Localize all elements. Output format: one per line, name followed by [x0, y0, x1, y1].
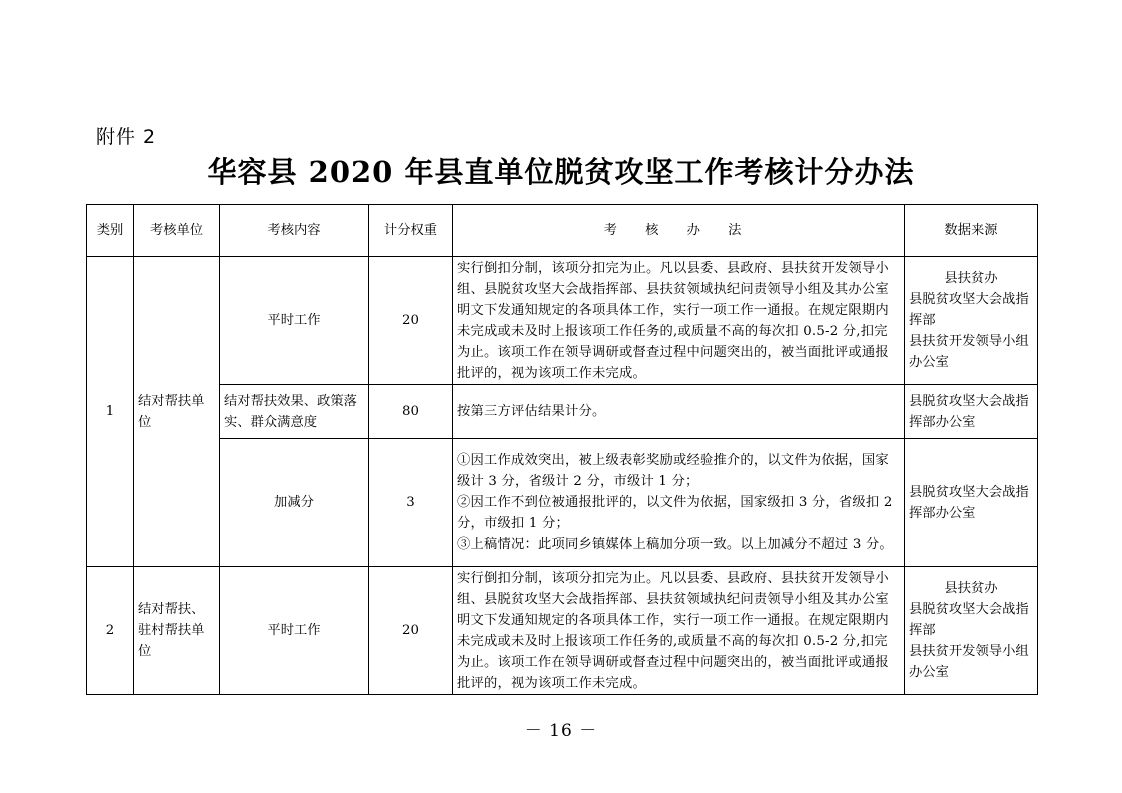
header-source: 数据来源 [905, 205, 1038, 257]
source-cell [905, 439, 1038, 567]
attachment-label: 附件 2 [96, 126, 157, 148]
assessment-table [86, 204, 1038, 695]
table-row [87, 257, 1038, 385]
content-cell: 平时工作 [220, 567, 369, 695]
weight-cell: 20 [369, 567, 453, 695]
method-line: ②因工作不到位被通报批评的，以文件为依据，国家级扣 3 分，省级扣 2 分，市级扣 1 分； [457, 495, 893, 531]
source-cell [905, 567, 1038, 695]
header-content: 考核内容 [220, 205, 369, 257]
category-cell: 2 [87, 567, 134, 695]
document-title: 华容县 2020 年县直单位脱贫攻坚工作考核计分办法 [207, 155, 915, 189]
method-cell [453, 439, 905, 567]
header-category: 类别 [87, 205, 134, 257]
page-number: － 16 － [524, 721, 598, 741]
content-cell: 结对帮扶效果、政策落实、群众满意度 [220, 385, 369, 439]
source-line: 县扶贫开发领导小组办公室 [909, 644, 1029, 680]
source-cell [905, 257, 1038, 385]
header-method: 考 核 办 法 [453, 205, 905, 257]
weight-cell: 80 [369, 385, 453, 439]
header-weight: 计分权重 [369, 205, 453, 257]
source-line: 县脱贫攻坚大会战指挥部办公室 [909, 393, 1029, 430]
source-line: 县扶贫办 [944, 581, 998, 596]
method-cell: 按第三方评估结果计分。 [453, 385, 905, 439]
content-cell: 加减分 [220, 439, 369, 567]
table-row [87, 439, 1038, 567]
method-line: ①因工作成效突出，被上级表彰奖励或经验推介的，以文件为依据，国家级计 3 分，省级计 2 分，市级计 1 分； [457, 453, 889, 489]
method-cell: 实行倒扣分制，该项分扣完为止。凡以县委、县政府、县扶贫开发领导小组、县脱贫攻坚大会战指挥部、县扶贫领域执纪问责领导小组及其办公室明文下发通知规定的各项具体工作，实行一项工作一通报。在规定限期内未完成或未及时上报该项工作任务的,或质量不高的每次扣 0.5-2 分,扣完为止。该项工作在领导调研或督查过程中问题突出的，被当面批评或通报批评的，视为该项工作未完成。 [453, 567, 905, 695]
source-line: 县脱贫攻坚大会战指挥部 [909, 292, 1029, 328]
unit-cell: 结对帮扶、驻村帮扶单位 [134, 567, 220, 695]
header-unit: 考核单位 [134, 205, 220, 257]
source-line: 县扶贫开发领导小组办公室 [909, 334, 1029, 370]
source-line: 县扶贫办 [944, 271, 998, 286]
table-header-row [87, 205, 1038, 257]
source-line: 县脱贫攻坚大会战指挥部 [909, 602, 1029, 638]
unit-cell: 结对帮扶单位 [134, 257, 220, 567]
source-cell [905, 385, 1038, 439]
category-cell: 1 [87, 257, 134, 567]
content-cell: 平时工作 [220, 257, 369, 385]
source-line: 县脱贫攻坚大会战指挥部办公室 [909, 484, 1029, 521]
method-line: ③上稿情况：此项同乡镇媒体上稿加分项一致。以上加减分不超过 3 分。 [457, 537, 893, 552]
table-row [87, 385, 1038, 439]
weight-cell: 20 [369, 257, 453, 385]
method-cell: 实行倒扣分制，该项分扣完为止。凡以县委、县政府、县扶贫开发领导小组、县脱贫攻坚大会战指挥部、县扶贫领域执纪问责领导小组及其办公室明文下发通知规定的各项具体工作，实行一项工作一通报。在规定限期内未完成或未及时上报该项工作任务的,或质量不高的每次扣 0.5-2 分,扣完为止。该项工作在领导调研或督查过程中问题突出的，被当面批评或通报批评的，视为该项工作未完成。 [453, 257, 905, 385]
weight-cell: 3 [369, 439, 453, 567]
table-row [87, 567, 1038, 695]
